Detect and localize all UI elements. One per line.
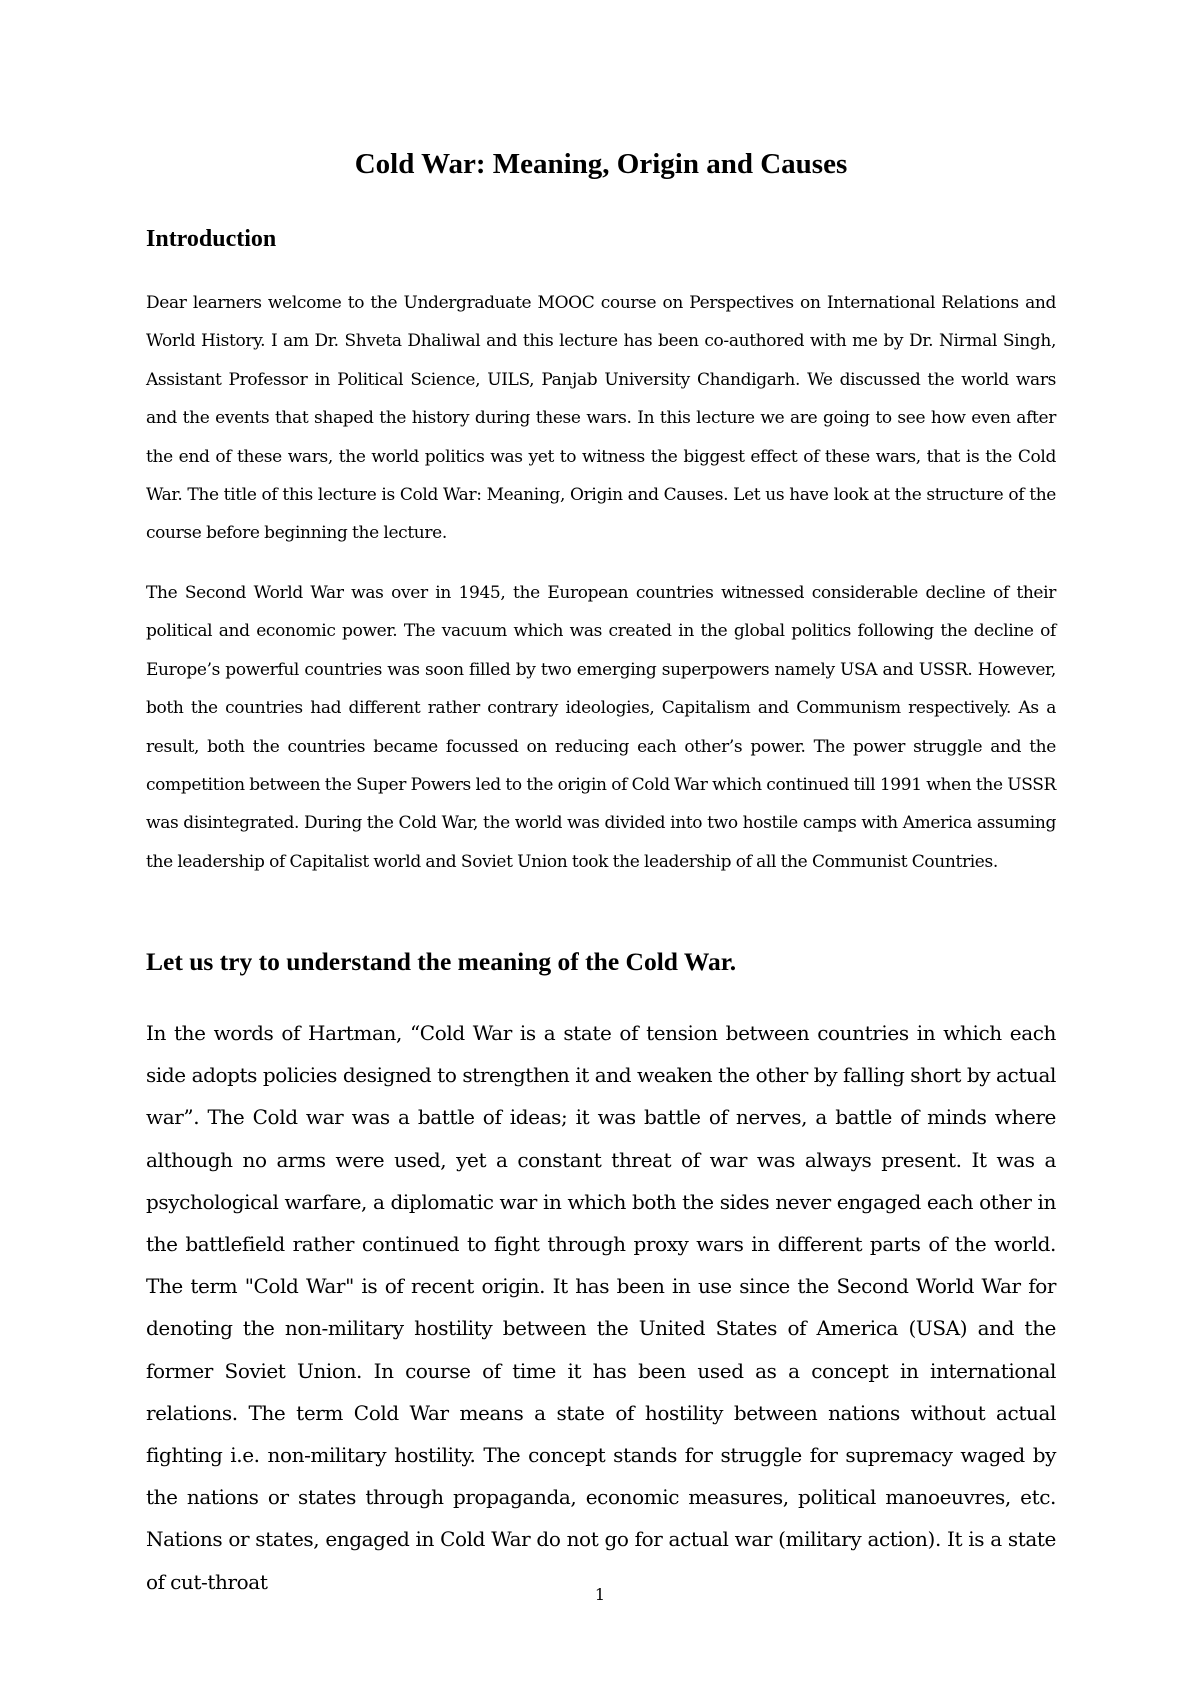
meaning-paragraph: In the words of Hartman, “Cold War is a state of tension between countries in which each side adopts policies designed to strengthen it and weaken the other by falling short by actual war”. The Cold war was a battle of ideas; it was battle of nerves, a battle of minds where although no arms were used, yet a constant threat of war was always present. It was a psychological warfare, a diplomatic war in which both the sides never engaged each other in the battlefield rather continued to fight through proxy wars in different parts of the world. The term "Cold War" is of recent origin. It has been in use since the Second World War for denoting the non-military hostility between the United States of America (USA) and the former Soviet Union. In course of time it has been used as a concept in international relations. The term Cold War means a state of hostility between nations without actual fighting i.e. non-military hostility. The concept stands for struggle for supremacy waged by the nations or states through propaganda, economic measures, political manoeuvres, etc. Nations or states, engaged in Cold War do not go for actual war (military action). It is a state of cut-throat <box>146 1021 1056 1594</box>
background-paragraph: The Second World War was over in 1945, the European countries witnessed considerable decline of their political and economic power. The vacuum which was created in the global politics following the decline of Europe’s powerful countries was soon filled by two emerging superpowers namely USA and USSR. However, both the countries had different rather contrary ideologies, Capitalism and Communism respectively. As a result, both the countries became focussed on reducing each other’s power. The power struggle and the competition between the Super Powers led to the origin of Cold War which continued till 1991 when the USSR was disintegrated. During the Cold War, the world was divided into two hostile camps with America assuming the leadership of Capitalist world and Soviet Union took the leadership of all the Communist Countries. <box>146 583 1056 872</box>
introduction-paragraph: Dear learners welcome to the Undergraduate MOOC course on Perspectives on International Relations and World History. I am Dr. Shveta Dhaliwal and this lecture has been co-authored with me by Dr. Nirmal Singh, Assistant Professor in Political Science, UILS, Panjab University Chandigarh. We discussed the world wars and the events that shaped the history during these wars. In this lecture we are going to see how even after the end of these wars, the world politics was yet to witness the biggest effect of these wars, that is the Cold War. The title of this lecture is Cold War: Meaning, Origin and Causes. Let us have look at the structure of the course before beginning the lecture. <box>146 293 1056 544</box>
page-number: 1 <box>594 1585 606 1604</box>
introduction-heading: Introduction <box>146 226 277 252</box>
document-title: Cold War: Meaning, Origin and Causes <box>354 148 848 180</box>
meaning-heading: Let us try to understand the meaning of the Cold War. <box>146 947 737 976</box>
